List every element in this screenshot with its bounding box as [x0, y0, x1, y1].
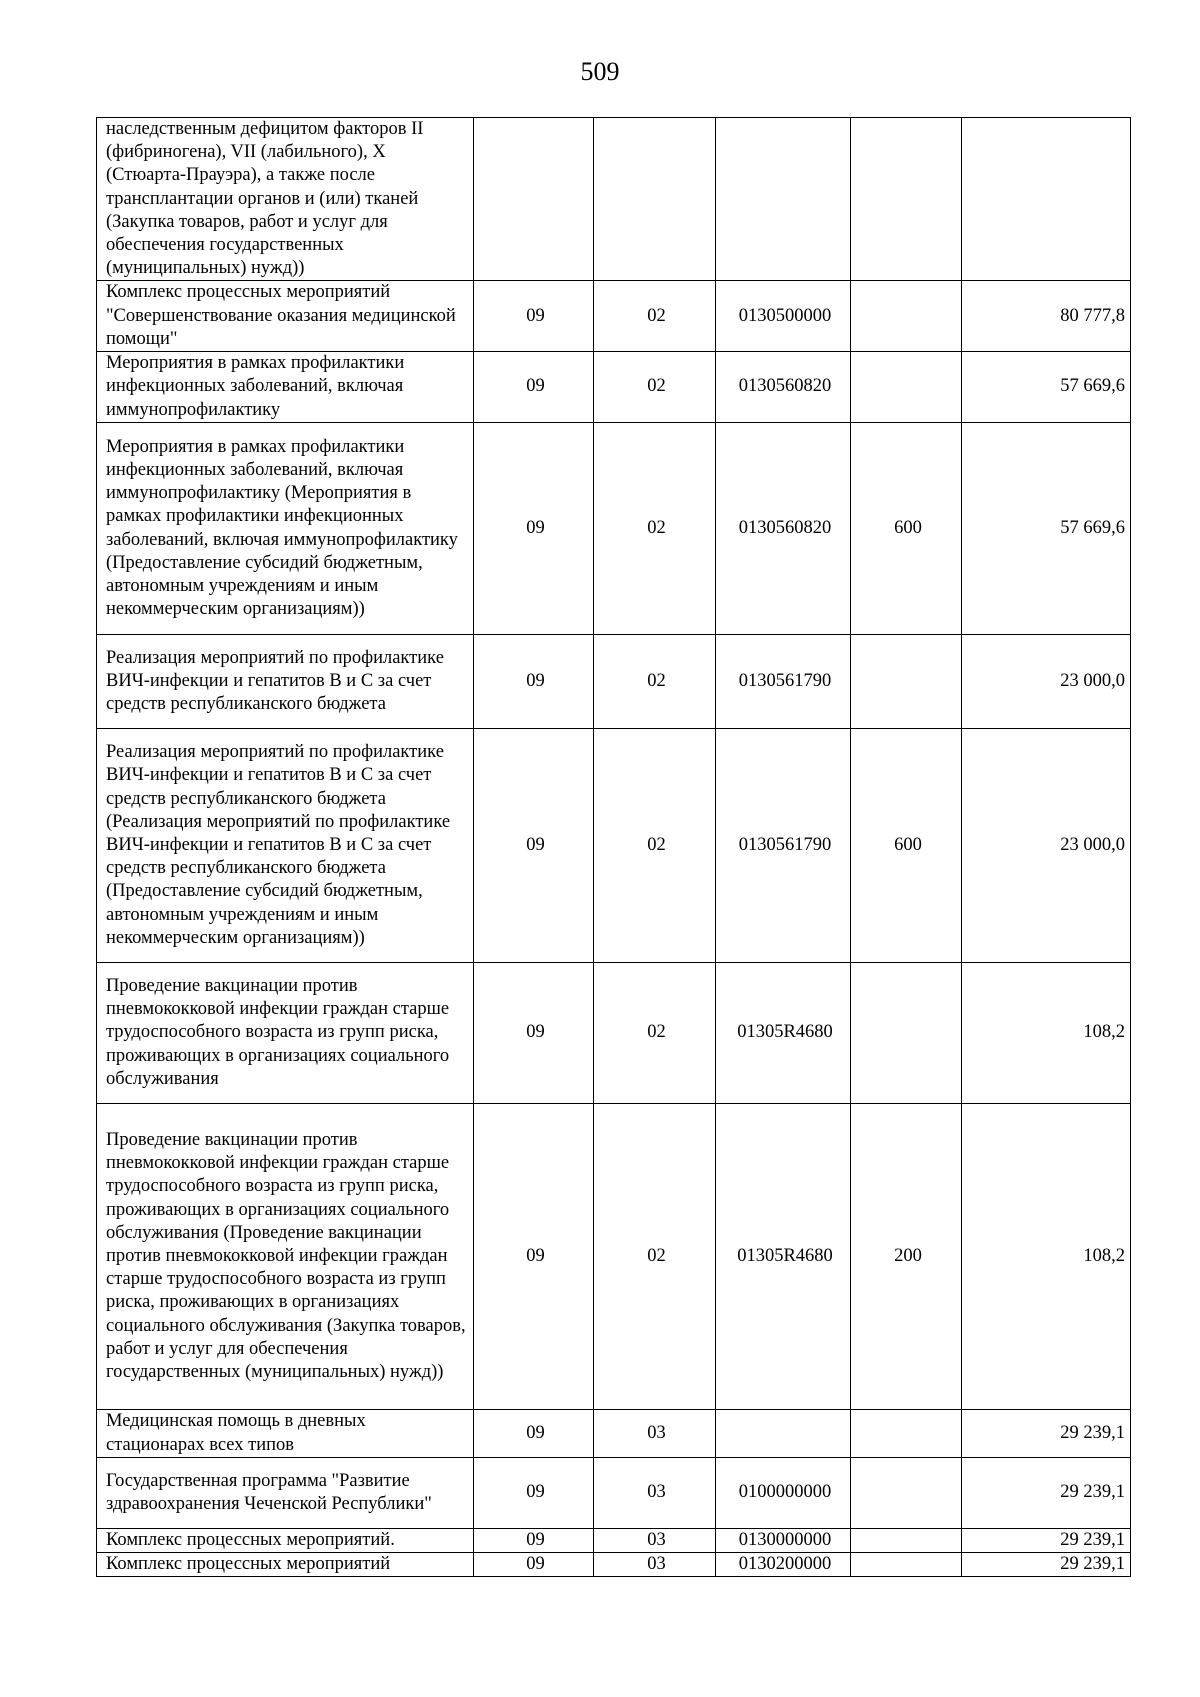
row-name: Комплекс процессных мероприятий.	[97, 1529, 474, 1553]
row-target-article: 0130000000	[716, 1529, 851, 1553]
row-name: Проведение вакцинации против пневмококковой инфекции граждан старше трудоспособного возраста из групп риска, проживающих в организациях социального обслуживания (Проведение вакцинации против пневмококковой инфекции граждан старше трудоспособного возраста из групп риска, проживающих в организациях социального обслуживания (Закупка товаров, работ и услуг для обеспечения государственных (муниципальных) нужд))	[97, 1104, 474, 1410]
row-subsection: 02	[594, 281, 716, 352]
row-expense-type	[851, 352, 962, 423]
row-name: Мероприятия в рамках профилактики инфекционных заболеваний, включая иммунопрофилактику (Мероприятия в рамках профилактики инфекционных заболеваний, включая иммунопрофилактику (Предоставление субсидий бюджетным, автономным учреждениям и иным некоммерческим организациям))	[97, 423, 474, 635]
table-row	[97, 1410, 1131, 1458]
row-amount: 108,2	[962, 1104, 1131, 1410]
row-target-article: 0130200000	[716, 1553, 851, 1577]
row-expense-type	[851, 635, 962, 729]
table-row	[97, 1458, 1131, 1529]
row-name: Государственная программа "Развитие здравоохранения Чеченской Республики"	[97, 1458, 474, 1529]
row-subsection: 03	[594, 1458, 716, 1529]
table-row	[97, 635, 1131, 729]
row-expense-type: 600	[851, 423, 962, 635]
table-row	[97, 352, 1131, 423]
budget-table	[96, 117, 1131, 1577]
row-amount: 23 000,0	[962, 729, 1131, 963]
row-subsection: 02	[594, 423, 716, 635]
table-row	[97, 281, 1131, 352]
table-row	[97, 1104, 1131, 1410]
row-subsection: 03	[594, 1410, 716, 1458]
row-expense-type	[851, 963, 962, 1104]
row-name: Комплекс процессных мероприятий "Совершенствование оказания медицинской помощи"	[97, 281, 474, 352]
row-name: Реализация мероприятий по профилактике ВИЧ-инфекции и гепатитов B и C за счет средств республиканского бюджета	[97, 635, 474, 729]
row-amount: 23 000,0	[962, 635, 1131, 729]
row-section	[474, 118, 594, 281]
row-target-article: 0130500000	[716, 281, 851, 352]
table-row	[97, 729, 1131, 963]
row-subsection: 02	[594, 729, 716, 963]
row-name: Проведение вакцинации против пневмококковой инфекции граждан старше трудоспособного возраста из групп риска, проживающих в организациях социального обслуживания	[97, 963, 474, 1104]
table-row	[97, 118, 1131, 281]
row-target-article: 0130561790	[716, 729, 851, 963]
row-amount: 29 239,1	[962, 1529, 1131, 1553]
row-subsection: 02	[594, 963, 716, 1104]
row-expense-type	[851, 281, 962, 352]
row-expense-type	[851, 1458, 962, 1529]
row-name: Реализация мероприятий по профилактике ВИЧ-инфекции и гепатитов B и C за счет средств республиканского бюджета (Реализация мероприятий по профилактике ВИЧ-инфекции и гепатитов B и C за счет средств республиканского бюджета (Предоставление субсидий бюджетным, автономным учреждениям и иным некоммерческим организациям))	[97, 729, 474, 963]
row-subsection: 02	[594, 635, 716, 729]
row-amount: 29 239,1	[962, 1553, 1131, 1577]
row-subsection	[594, 118, 716, 281]
row-target-article: 0130560820	[716, 352, 851, 423]
row-subsection: 03	[594, 1529, 716, 1553]
row-expense-type	[851, 118, 962, 281]
page-number: 509	[580, 57, 620, 86]
table-row	[97, 963, 1131, 1104]
row-section: 09	[474, 963, 594, 1104]
row-section: 09	[474, 635, 594, 729]
row-name: Медицинская помощь в дневных стационарах всех типов	[97, 1410, 474, 1458]
row-expense-type: 200	[851, 1104, 962, 1410]
row-expense-type	[851, 1410, 962, 1458]
row-amount: 80 777,8	[962, 281, 1131, 352]
row-amount: 57 669,6	[962, 352, 1131, 423]
row-expense-type	[851, 1553, 962, 1577]
row-section: 09	[474, 729, 594, 963]
row-amount	[962, 118, 1131, 281]
row-target-article: 0100000000	[716, 1458, 851, 1529]
row-subsection: 02	[594, 352, 716, 423]
row-expense-type: 600	[851, 729, 962, 963]
row-target-article: 01305R4680	[716, 1104, 851, 1410]
row-subsection: 03	[594, 1553, 716, 1577]
row-section: 09	[474, 1553, 594, 1577]
row-target-article	[716, 118, 851, 281]
row-amount: 108,2	[962, 963, 1131, 1104]
row-section: 09	[474, 1104, 594, 1410]
row-target-article	[716, 1410, 851, 1458]
row-name: наследственным дефицитом факторов II (фибриногена), VII (лабильного), X (Стюарта-Прауэра), а также после трансплантации органов и (или) тканей (Закупка товаров, работ и услуг для обеспечения государственных (муниципальных) нужд))	[97, 118, 474, 281]
row-name: Мероприятия в рамках профилактики инфекционных заболеваний, включая иммунопрофилактику	[97, 352, 474, 423]
row-target-article: 0130560820	[716, 423, 851, 635]
row-name: Комплекс процессных мероприятий	[97, 1553, 474, 1577]
row-section: 09	[474, 1529, 594, 1553]
row-section: 09	[474, 1458, 594, 1529]
row-amount: 29 239,1	[962, 1410, 1131, 1458]
table-row	[97, 1529, 1131, 1553]
table-row	[97, 1553, 1131, 1577]
row-amount: 57 669,6	[962, 423, 1131, 635]
row-target-article: 01305R4680	[716, 963, 851, 1104]
table-row	[97, 423, 1131, 635]
row-subsection: 02	[594, 1104, 716, 1410]
row-target-article: 0130561790	[716, 635, 851, 729]
row-section: 09	[474, 281, 594, 352]
row-section: 09	[474, 352, 594, 423]
row-expense-type	[851, 1529, 962, 1553]
row-section: 09	[474, 1410, 594, 1458]
row-section: 09	[474, 423, 594, 635]
row-amount: 29 239,1	[962, 1458, 1131, 1529]
